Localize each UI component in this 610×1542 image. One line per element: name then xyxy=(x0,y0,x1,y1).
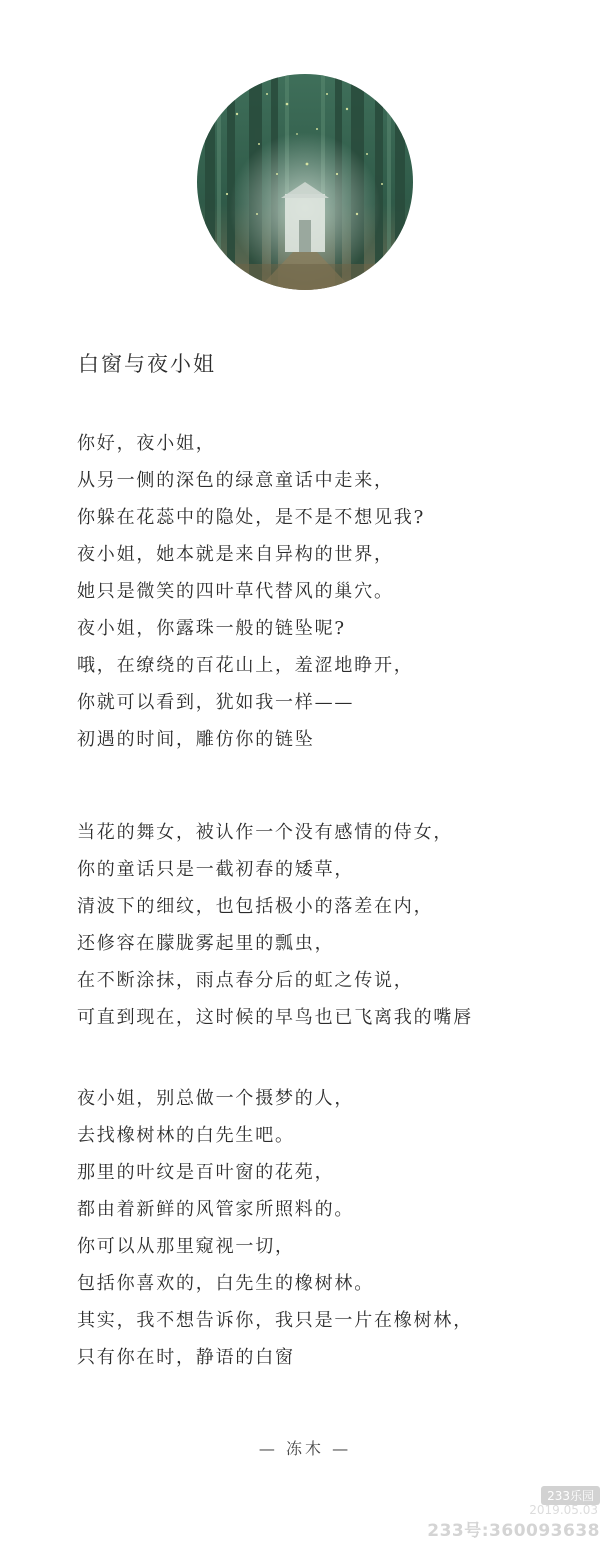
poem-line: 你的童话只是一截初春的矮草， xyxy=(77,859,355,880)
poem-line: 初遇的时间，雕仿你的链坠 xyxy=(77,729,315,750)
poem-line: 你躲在花蕊中的隐处，是不是不想见我? xyxy=(77,507,426,528)
watermark-date: 2019.05.03 xyxy=(529,1503,598,1517)
stanza-1 xyxy=(77,425,425,758)
watermark-badge: 233乐园 xyxy=(541,1486,600,1505)
poem-line: 从另一侧的深色的绿意童话中走来， xyxy=(77,470,394,491)
poem-line: 哦，在缭绕的百花山上，羞涩地睁开， xyxy=(77,655,414,676)
author-signature: — 冻木 — xyxy=(258,1439,352,1458)
poem-line: 其实，我不想告诉你，我只是一片在橡树林， xyxy=(77,1310,473,1331)
poem-line: 清波下的细纹，也包括极小的落差在内， xyxy=(77,896,434,917)
forest-illustration xyxy=(197,74,413,290)
poem-line: 去找橡树林的白先生吧。 xyxy=(77,1125,295,1146)
cover-image xyxy=(197,74,413,290)
poem-title: 白窗与夜小姐 xyxy=(78,352,216,376)
poem-line: 夜小姐，你露珠一般的链坠呢? xyxy=(77,618,346,639)
poem-line: 她只是微笑的四叶草代替风的巢穴。 xyxy=(77,581,394,602)
watermark-id: 233号:360093638 xyxy=(427,1521,600,1541)
poem-line: 夜小姐，她本就是来自异构的世界， xyxy=(77,544,394,565)
poem-line: 当花的舞女，被认作一个没有感情的侍女， xyxy=(77,822,454,843)
poem-line: 夜小姐，别总做一个摄梦的人， xyxy=(77,1088,355,1109)
poem-line: 那里的叶纹是百叶窗的花苑， xyxy=(77,1162,335,1183)
poem-line: 可直到现在，这时候的早鸟也已飞离我的嘴唇 xyxy=(77,1007,473,1028)
poem-line: 你可以从那里窥视一切， xyxy=(77,1236,295,1257)
stanza-3 xyxy=(77,1080,473,1376)
poem-line: 都由着新鲜的风管家所照料的。 xyxy=(77,1199,355,1220)
poem-line: 你就可以看到，犹如我一样—— xyxy=(77,692,355,713)
poem-line: 在不断涂抹，雨点春分后的虹之传说， xyxy=(77,970,414,991)
stanza-2 xyxy=(77,814,473,1036)
poem-line: 你好，夜小姐， xyxy=(77,433,216,454)
poem-line: 只有你在时，静语的白窗 xyxy=(77,1347,295,1368)
poem-line: 包括你喜欢的，白先生的橡树林。 xyxy=(77,1273,374,1294)
poem-line: 还修容在朦胧雾起里的瓢虫， xyxy=(77,933,335,954)
